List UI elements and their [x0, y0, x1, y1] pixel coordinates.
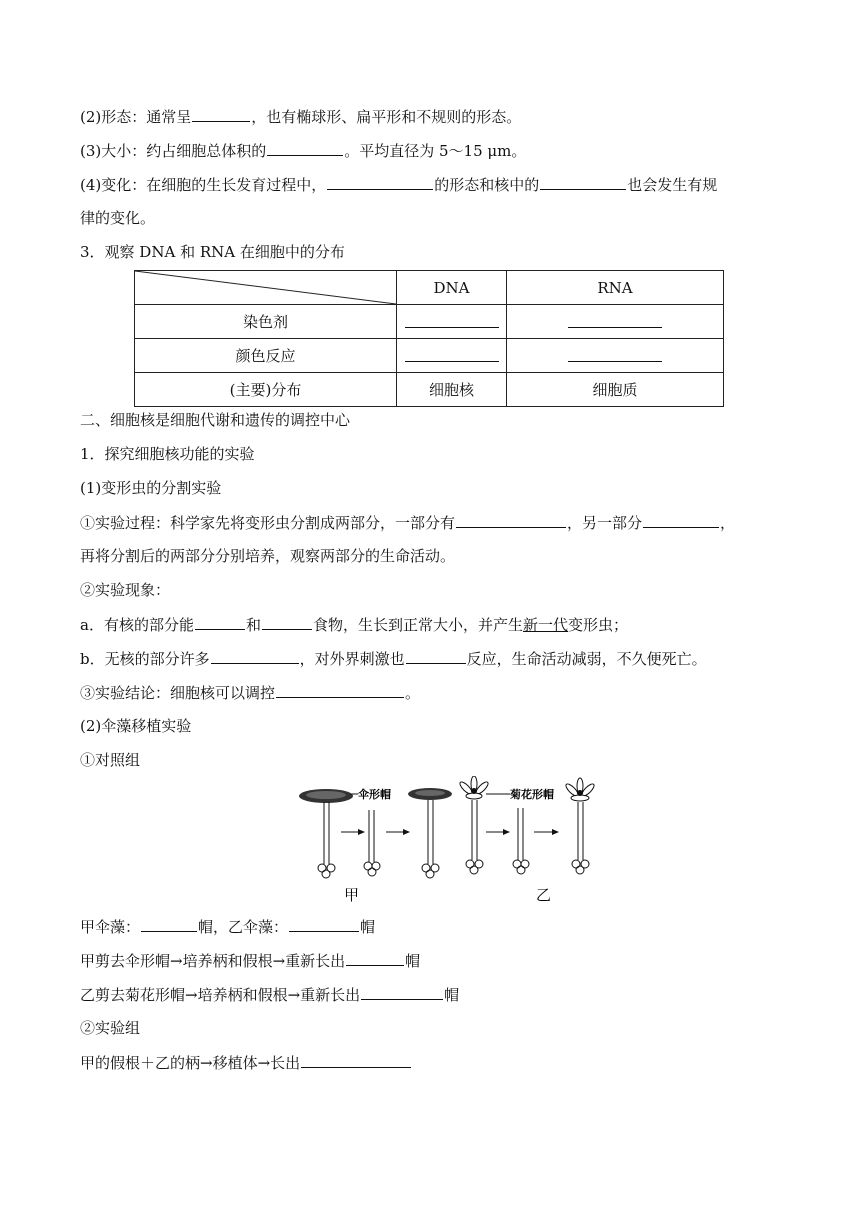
table-header-dna: DNA: [397, 271, 507, 305]
text-line-process-cont: 再将分割后的两部分分别培养，观察两部分的生命活动。: [80, 547, 456, 565]
text-line-b: b．无核的部分许多 ，对外界刺激也 反应，生命活动减弱，不久便死亡。: [80, 650, 707, 668]
answer-blank[interactable]: [540, 174, 626, 190]
text-line-change: (4)变化：在细胞的生长发育过程中， 的形态和核中的 也会发生有规: [80, 176, 718, 194]
answer-blank[interactable]: [361, 984, 443, 1000]
stalk: [513, 808, 529, 874]
text-line-phenomenon: ②实验现象：: [80, 581, 171, 599]
table-cell: [507, 339, 724, 373]
text-line-change-cont: 律的变化。: [80, 209, 156, 227]
answer-blank[interactable]: [405, 312, 499, 328]
answer-blank[interactable]: [301, 1052, 411, 1068]
answer-blank[interactable]: [643, 512, 719, 528]
text-line-conclusion: ③实验结论：细胞核可以调控 。: [80, 684, 421, 702]
acetabularia-figure: [296, 776, 608, 912]
table-corner-cell: [135, 271, 397, 305]
subheading-umbrella: (2)伞藻移植实验: [80, 717, 192, 735]
figure-label-umbrella: 伞形帽: [358, 788, 391, 801]
figure-label-jia: 甲: [344, 886, 360, 904]
subheading-amoeba: (1)变形虫的分割实验: [80, 479, 222, 497]
text-line-control: ①对照组: [80, 751, 141, 769]
answer-blank[interactable]: [192, 106, 250, 122]
answer-blank[interactable]: [406, 648, 466, 664]
section-heading-2: 二、细胞核是细胞代谢和遗传的调控中心: [80, 411, 351, 429]
answer-blank[interactable]: [568, 346, 662, 362]
section-heading-dna-rna: 3．观察 DNA 和 RNA 在细胞中的分布: [80, 243, 345, 261]
table-cell: [507, 305, 724, 339]
figure-label-yi: 乙: [536, 886, 552, 904]
text-line-graft: 甲的假根＋乙的柄→移植体→长出: [80, 1052, 412, 1073]
chrysanthemum-cap-plant: [458, 776, 490, 874]
answer-blank[interactable]: [346, 950, 404, 966]
text-line-process: ①实验过程：科学家先将变形虫分割成两部分，一部分有 ，另一部分 ，: [80, 514, 736, 532]
answer-blank[interactable]: [267, 140, 343, 156]
answer-blank[interactable]: [568, 312, 662, 328]
table-row-label: (主要)分布: [135, 373, 397, 407]
diagonal-line-icon: [135, 271, 396, 304]
umbrella-cap-plant: [408, 788, 452, 878]
text-line-experiment: ②实验组: [80, 1019, 141, 1037]
table-header-rna: RNA: [507, 271, 724, 305]
table-cell: 细胞质: [507, 373, 724, 407]
dna-rna-table: [134, 270, 724, 407]
answer-blank[interactable]: [289, 916, 359, 932]
answer-blank[interactable]: [195, 614, 245, 630]
subheading-1: 1．探究细胞核功能的实验: [80, 445, 255, 463]
answer-blank[interactable]: [262, 614, 312, 630]
text-line-size: (3)大小：约占细胞总体积的 。平均直径为 5～15 μm。: [80, 142, 527, 160]
text-line-shape: (2)形态：通常呈 ，也有椭球形、扁平形和不规则的形态。: [80, 108, 522, 126]
answer-blank[interactable]: [276, 682, 404, 698]
text-line-yi-regrow: 乙剪去菊花形帽→培养柄和假根→重新长出 帽: [80, 986, 460, 1004]
answer-blank[interactable]: [456, 512, 566, 528]
answer-blank[interactable]: [141, 916, 197, 932]
umbrella-cap-plant: [299, 789, 353, 878]
answer-blank[interactable]: [405, 346, 499, 362]
table-cell: [397, 305, 507, 339]
stalk: [364, 810, 380, 876]
text-line-jia-regrow: 甲剪去伞形帽→培养柄和假根→重新长出 帽: [80, 952, 421, 970]
text-line-a: a．有核的部分能 和 食物，生长到正常大小，并产生新一代变形虫；: [80, 616, 629, 634]
table-row-label: 染色剂: [135, 305, 397, 339]
figure-label-chrysanthemum: 菊花形帽: [510, 788, 554, 801]
answer-blank[interactable]: [211, 648, 299, 664]
text-line-cap-types: 甲伞藻： 帽，乙伞藻： 帽: [80, 918, 376, 936]
table-cell: 细胞核: [397, 373, 507, 407]
chrysanthemum-cap-plant: [564, 778, 596, 874]
answer-blank[interactable]: [327, 174, 433, 190]
acetabularia-diagram: [296, 776, 608, 908]
table-row-label: 颜色反应: [135, 339, 397, 373]
table-cell: [397, 339, 507, 373]
